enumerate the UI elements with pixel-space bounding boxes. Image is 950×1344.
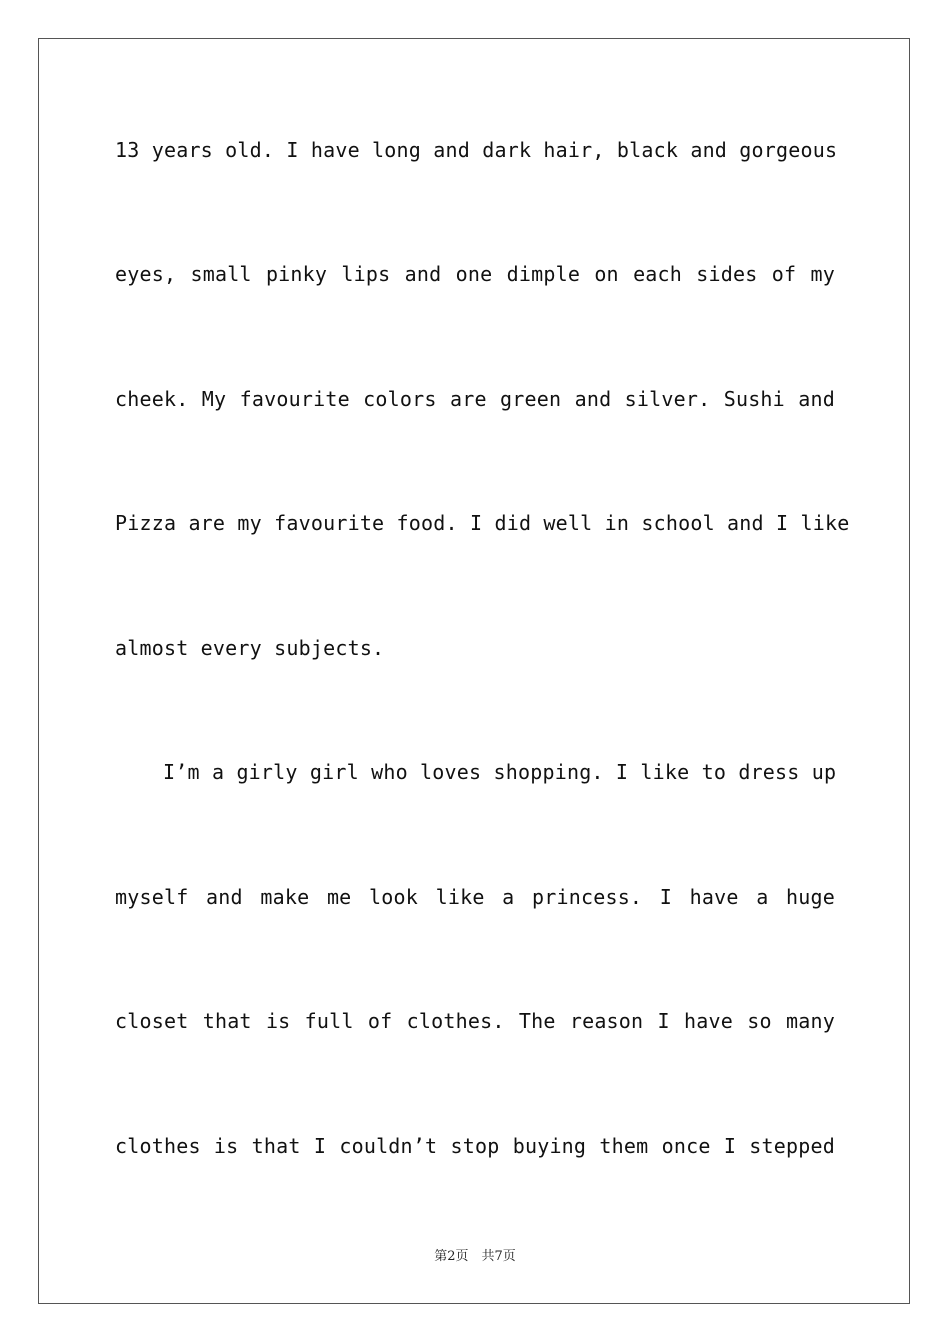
text-line: myself and make me look like a princess. I have a huge (115, 885, 835, 909)
text-line: cheek. My favourite colors are green and silver. Sushi and (115, 387, 835, 411)
text-line: eyes, small pinky lips and one dimple on each sides of my (115, 262, 835, 286)
text-line: 13 years old. I have long and dark hair, black and gorgeous (115, 138, 838, 162)
text-line: closet that is full of clothes. The reason I have so many (115, 1009, 835, 1033)
page-number-footer: 第2页 共7页 (434, 1249, 516, 1264)
paragraph-first-line: I’m a girly girl who loves shopping. I like to dress up (163, 760, 837, 784)
page-border (38, 38, 910, 1304)
text-line: clothes is that I couldn’t stop buying them once I stepped (115, 1134, 835, 1158)
text-line: Pizza are my favourite food. I did well in school and I like (115, 511, 850, 535)
text-line: almost every subjects. (115, 636, 385, 660)
